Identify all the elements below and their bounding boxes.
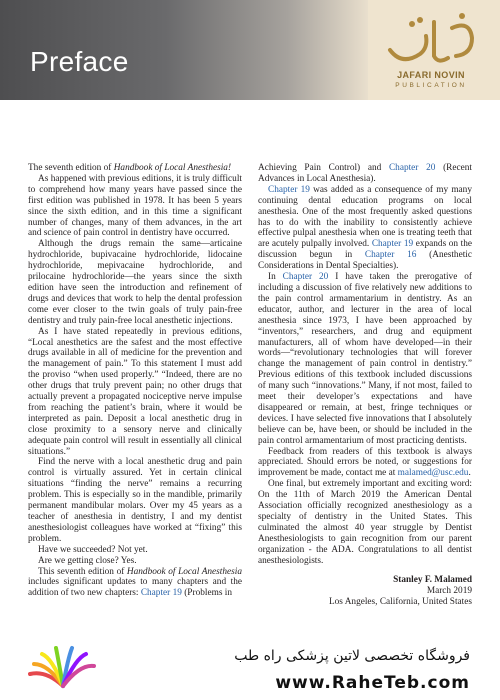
left-column (28, 163, 242, 599)
paragraph (258, 163, 472, 185)
store-name-persian: فروشگاه تخصصی لاتین پزشکی راه طب (234, 648, 470, 664)
text-run: . (468, 468, 471, 479)
signature-block (258, 575, 472, 608)
text-run: In (268, 272, 283, 283)
header-band (0, 0, 368, 100)
paragraph: One final, but extremely important and exciting word: On the 11th of March 2019 the American Dental Association officially recognized anesthesiology as a specialty of dentistry in the United States. This culminated the almost 40 year struggle by Dentist Anesthesiologists to gain recognition from our parent organization - the ADA. Congratulations to all dentist anesthesiologists. (258, 479, 472, 566)
paragraph-opening (28, 163, 242, 174)
paragraph (258, 447, 472, 480)
preface-body (28, 163, 472, 608)
chapter-16-link[interactable]: Chapter 16 (364, 250, 417, 261)
page-footer (0, 640, 500, 700)
paragraph (258, 272, 472, 447)
chapter-19-link[interactable]: Chapter 19 (268, 184, 310, 195)
publisher-name: JAFARI NOVIN (397, 70, 465, 80)
paragraph: Although the drugs remain the same—articaine hydrochloride, bupivacaine hydrochloride, lidocaine hydrochloride, mepivacaine hydrochloride, and prilocaine hydrochloride—the years since the sixth edition have seen the introduction and refinement of drugs and devices that work to help the dental profession come ever closer to the twin goals of truly pain-free dentistry and truly pain-free local anesthetic injections. (28, 239, 242, 326)
paragraph: As happened with previous editions, it is truly difficult to comprehend how many years have passed since the first edition was published in 1978. It has been 5 years since the sixth edition, and in this time a significant number of changes, many of them advances, in the art and science of pain control in dentistry have occurred. (28, 173, 242, 239)
paragraph: Have we succeeded? Not yet. (38, 544, 148, 555)
book-title-italic: Handbook of Local Anesthesia! (113, 163, 232, 173)
email-link[interactable]: malamed@usc.edu (397, 468, 469, 479)
chapter-20-link[interactable]: Chapter 20 (388, 163, 436, 173)
author-name: Stanley F. Malamed (393, 574, 472, 585)
book-title-italic: Handbook of Local Anesthesia (126, 566, 242, 577)
text-run: Achieving Pain Control) and (258, 163, 389, 173)
text-run: (Problems in (181, 588, 232, 599)
text-run: (Anesthetic Considerations in Dental Specialties). (258, 250, 472, 272)
publisher-calligraphy-icon (382, 10, 480, 70)
text-run: I have taken the prerogative of including a discussion of five relatively new additions to the pain control armamentarium in dentistry. As an educator, author, and lecturer in the area of local anesthesia since 1973, I have been approached by “inventors,” researchers, and drug and equipment manufacturers, all of whom have developed—in their words—“revolutionary technologies that will forever change the management of pain control in dentistry.” Previous editions of this textbook included discussions of many such “innovations.” Many, if not most, failed to meet their developer’s expectations and have disappeared or remain, at best, fringe techniques or devices. I have selected five innovations that I absolutely believe can be, have been, or should be included in the pain control armamentarium of most practicing dentists. (258, 272, 472, 446)
paragraph: Are we getting close? Yes. (38, 555, 137, 566)
paragraph (258, 185, 472, 272)
publisher-subtitle: PUBLICATION (395, 82, 467, 89)
store-url[interactable]: www.RaheTeb.com (275, 673, 470, 693)
text-run: Feedback from readers of this textbook is always appreciated. Should errors be noted, or suggestions for improvement be made, contact me at (258, 446, 472, 479)
publisher-logo (372, 8, 490, 96)
right-column (258, 163, 472, 608)
rainbow-book-icon (26, 644, 100, 694)
text-run: This seventh edition of (38, 566, 127, 577)
chapter-19-link[interactable]: Chapter 19 (371, 239, 414, 250)
paragraph: Find the nerve with a local anesthetic drug and pain control is virtually assured. Yet in certain clinical situations “finding the nerve” remains a recurring problem. This is especially so in the mandible, primarily permanent mandibular molars. Over my 45 years as a teacher of anesthesia in dentistry, I and my dentist anesthesiologist colleagues have worked at “fixing” this problem. (28, 457, 242, 544)
text-run: includes significant updates to many chapters and the addition of two new chapters: (28, 577, 242, 599)
signature-place: Los Angeles, California, United States (328, 596, 472, 607)
text-run: The seventh edition of (28, 163, 114, 173)
text-run: was added as a consequence of my many continuing dental education programs on local anesthesia. One of the most frequently asked questions has to do with the inability to consistently achieve effective pulpal anesthesia when one is treating teeth that are acutely pulpally involved. (258, 184, 472, 250)
signature-date: March 2019 (426, 585, 472, 596)
chapter-19-link[interactable]: Chapter 19 (140, 588, 182, 599)
chapter-20-link[interactable]: Chapter 20 (282, 272, 329, 283)
paragraph: As I have stated repeatedly in previous editions, “Local anesthetics are the safest and the most effective drugs available in all of medicine for the prevention and the management of pain.” To this statement I must add the proviso “when used properly.” “Indeed, there are no other drugs that truly prevent pain; no other drugs that actually prevent a propagated nociceptive nerve impulse from reaching the patient’s brain, where it would be interpreted as pain. Deposit a local anesthetic drug in close proximity to a sensory nerve and clinically adequate pain control will result in essentially all clinical situations.” (28, 326, 242, 457)
page-header (0, 0, 500, 100)
page-title: Preface (30, 46, 129, 77)
text-run: (Recent Advances in Local Anesthesia). (258, 163, 472, 184)
paragraph (28, 567, 242, 600)
text-run: expands on the discussion begun in (258, 239, 472, 261)
